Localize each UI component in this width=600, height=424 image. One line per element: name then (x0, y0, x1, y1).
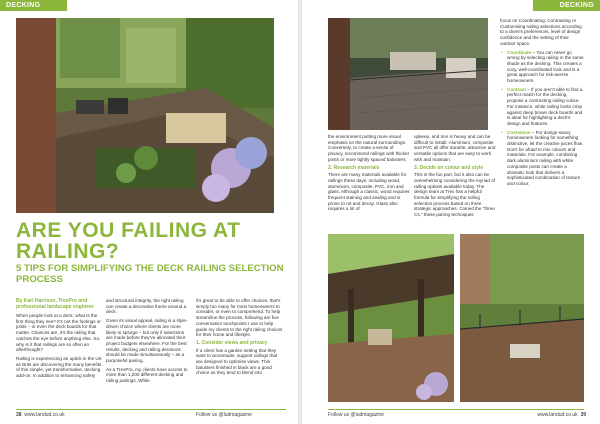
left-column-1 (16, 298, 102, 382)
paragraph: upkeep, and iron is heavy and can be difficult to install. Aluminium, composite and PVC all offer durable, attractive and versatile options that are easy to work with and maintain. (414, 134, 496, 162)
left-page (0, 0, 298, 424)
garden-deck-photo (16, 18, 274, 213)
tip-2-heading: 2. Research materials (328, 164, 380, 171)
section-tab-right: DECKING (533, 0, 600, 11)
footer-left (16, 412, 65, 418)
left-column-3 (196, 298, 284, 379)
article-subheadline: 5 TIPS FOR SIMPLIFYING THE DECK RAILING SELECTION PROCESS (16, 263, 284, 285)
paragraph: Given its visual appeal, railing is a style-driven choice where clients are more likely to splurge – but only if selections are made before they've allocated their project budgets elsewhere. For the best results, decking and railing decisions should be made simultaneously – as a purposeful pairing. (106, 318, 188, 364)
paragraph: the environment putting more visual emphasis on the natural surroundings. Conversely, to create a sense of privacy, recommend railings with thicker posts or more tightly spaced balusters. (328, 134, 410, 162)
website-link-right[interactable]: www.landud.co.uk (537, 412, 578, 418)
list-item: • Customise – For design-savvy homeowners looking for something distinctive, let the creative juices flow. Don't be afraid to mix colours and materials. For example, combining dark aluminium railing with white composite posts can create a dramatic look that delivers a sophisticated combination of texture and colour. (507, 130, 584, 187)
right-column-1 (328, 134, 410, 215)
page-number-left: 38 (16, 412, 22, 418)
right-column-3 (500, 18, 584, 190)
section-tab-left: DECKING (0, 0, 67, 11)
paragraph: There are many materials available for railings these days, including wood, aluminium, composite, PVC, iron and glass. Although a classic, wood requires frequent staining and sealing and is prone to rot and decay. Glass also requires a lot of (328, 172, 410, 212)
three-cs-list (500, 50, 584, 187)
right-page (302, 0, 600, 424)
tip-3-heading: 3. Decide on colour and style (414, 164, 484, 171)
footer-right (537, 412, 586, 418)
list-item: • Coordinate – You can never go wrong by selecting railing in the same shade as the decking. This creates a cozy, well-coordinated look and is a great approach for risk-averse homeowners. (507, 50, 584, 84)
paragraph: and structural integrity, the right railing can create a decorative frame around a deck. (106, 298, 187, 315)
lounge-deck-photo (328, 18, 488, 130)
website-link-left[interactable]: www.landud.co.uk (24, 412, 65, 418)
footer-follow-right[interactable]: Follow us @ludmagazine (328, 412, 384, 418)
paragraph: focus on Coordinating, Contrasting or Customising railing selections according to a client's preferences, level of design confidence and the setting of their outdoor space. (500, 18, 582, 46)
list-item: • Contrast – If you aren't able to find a perfect match for the decking, propose a contrasting railing colour. For instance, white railing looks crisp against deep brown deck boards and is ideal for highlighting a deck's design and features. (507, 87, 584, 127)
right-column-2 (414, 134, 496, 221)
article-headline: ARE YOU FAILING AT RAILING? (16, 219, 241, 263)
paragraph: If a client has a garden setting that they want to accentuate, support railings that are designed to optimise views. Thin balusters finished in black are a good choice as they tend to blend into (196, 347, 278, 376)
footer-rule-right (328, 409, 584, 410)
paragraph: it's great to be able to offer choices, that's simply too many for most homeowners to consider, or even to comprehend. To help streamline the process, following are five conversation touchpoints I use to help guide my clients to the right railing choices for their home and lifestyle. (196, 298, 283, 338)
paragraph: When people look at a deck, what is the first thing they see? It's not the footings or joists – or even the deck boards for that matter. Chances are, it's the railing that catches the eye before anything else. So, why is it that railings are so often an afterthought? (16, 313, 101, 353)
byline: By Karl Harrison, TrexPro and professional landscape engineer (16, 298, 94, 310)
left-column-2 (106, 298, 192, 387)
page-number-right: 39 (580, 412, 586, 418)
backyard-deck-photo (460, 234, 584, 402)
paragraph: Railing is experiencing an uptick in the UK as Brits are discovering the many benefits of this simple, yet transformative, decking add-on. In addition to enhancing safety (16, 355, 102, 379)
footer-rule-left (16, 409, 286, 410)
paragraph: As a TrexPro, my clients have access to more than 1,200 different decking and railing pairings. While (106, 366, 188, 384)
tip-1-heading: 1. Consider views and privacy (196, 339, 268, 346)
pergola-deck-photo (328, 234, 454, 402)
footer-follow-left[interactable]: Follow us @ludmagazine (196, 412, 252, 418)
paragraph: This is the fun part, but it also can be overwhelming considering the myriad of railing options available today. The design team at Trex has a helpful formula for simplifying the railing selection process based on three strategic approaches. Coined the "three Cs," these pairing techniques (414, 172, 495, 218)
